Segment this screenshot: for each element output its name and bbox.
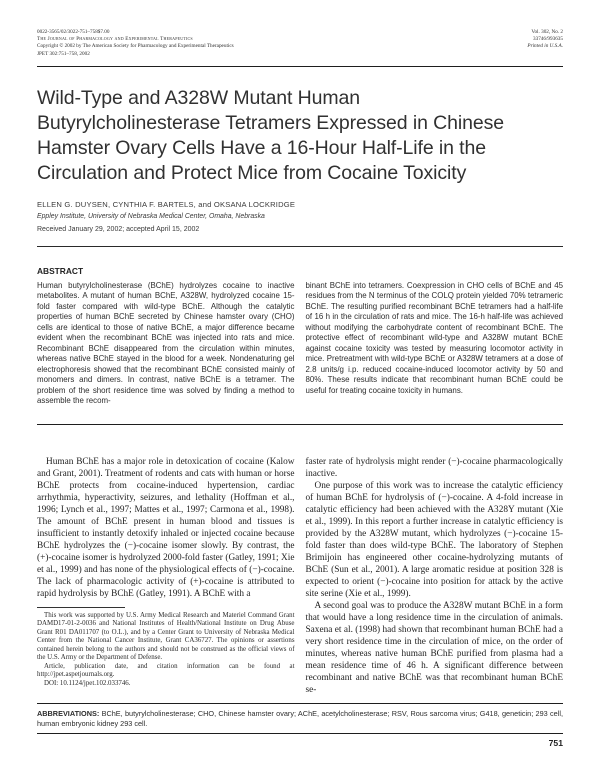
footnote-doi: DOI: 10.1124/jpet.102.033746. bbox=[44, 679, 131, 687]
abstract bbox=[37, 281, 563, 406]
abstract-column-right: binant BChE into tetramers. Coexpression in CHO cells of BChE and 45 residues from the N terminus of the COLQ protein yielded 70% tetrameric BChE. The resulting purified recombinant BChE tetramers had a half-life of 16 h in the circulation of rats and mice. The 16-h half-life was achieved without modifying the carbohydrate content of recombinant BChE. The protective effect of recombinant wild-type and A328W mutant BChE against cocaine toxicity was tested by measuring locomotor activity in mice. Pretreatment with wild-type BChE or A328W tetramers at a dose of 2.8 units/g i.p. reduced cocaine-induced locomotor activity by 50 and 80%. These results indicate that recombinant human BChE could be useful for treating cocaine toxicity in humans. bbox=[305, 281, 563, 395]
printed-in-line: Printed in U.S.A. bbox=[527, 43, 563, 50]
body-paragraph: A second goal was to produce the A328W mutant BChE in a form that would have a long residence time in the circulation of animals. Saxena et al. (1998) had shown that recombinant human BChE had a very short residence time in the circulation of mice, on the order of minutes, whereas native human BChE purified from plasma had a mean residence time of 46 h. A significant difference between recombinant and native BChE was that recombinant human BChE se- bbox=[305, 601, 563, 695]
masthead bbox=[37, 29, 563, 58]
article-title: Wild-Type and A328W Mutant Human Butyrylcholinesterase Tetramers Expressed in Chinese Hamster Ovary Cells Have a 16-Hour Half-Life in the Circulation and Protect Mice from Cocaine Toxicity bbox=[37, 87, 504, 184]
body-paragraph: Human BChE has a major role in detoxication of cocaine (Kalow and Grant, 2001). Treatment of rodents and cats with human or horse BChE protects from cocaine-induced hypertension, cardiac arrhythmia, hyperactivity, seizures, and lethality (Hoffman et al., 1996; Lynch et al., 1997; Mattes et al., 1997; Carmona et al., 1998). The amount of BChE present in human blood and tissues is insufficient to instantly detoxify inhaled or injected cocaine because BChE hydrolyzes the (−)-cocaine isomer slowly. By contrast, the (+)-cocaine isomer is hydrolyzed 2000-fold faster (Gatley, 1991; Xie et al., 1999) and has none of the physiological effects of (−)-cocaine. The lack of pharmacologic activity of (+)-cocaine is attributed to rapid hydrolysis by BChE (Gatley, 1991). A BChE with a bbox=[37, 457, 295, 599]
masthead-divider bbox=[37, 66, 563, 67]
abstract-divider bbox=[37, 424, 563, 425]
body-text bbox=[37, 456, 563, 696]
body-column-right bbox=[306, 456, 564, 696]
footnote-citation-info: Article, publication date, and citation information can be found at http://jpet.aspetjournals.org. bbox=[37, 662, 295, 679]
page-number: 751 bbox=[548, 737, 563, 748]
masthead-left bbox=[37, 29, 234, 58]
footnote-divider bbox=[37, 607, 125, 608]
abstract-heading: ABSTRACT bbox=[37, 266, 84, 276]
footnote-support: This work was supported by U.S. Army Medical Research and Materiel Command Grant DAMD17-01-2-0036 and National Institutes of Health/National Institute on Drug Abuse Grant R01 DA011707 (to O.L.), and by a Center Grant to University of Nebraska Medical Center from the National Cancer Institute, Grant CA36727. The opinions or assertions contained herein belong to the authors and should not be construed as the official views of the U.S. Army or the Department of Defense. bbox=[37, 612, 295, 662]
abbreviations-block bbox=[37, 703, 563, 729]
body-column-left bbox=[37, 456, 295, 696]
issn-line: 0022-3565/02/3022-751–758$7.00 bbox=[37, 29, 110, 35]
footnote-block bbox=[37, 607, 295, 688]
abbreviations-label: ABBREVIATIONS: bbox=[37, 709, 100, 718]
body-paragraph: One purpose of this work was to increase the catalytic efficiency of human BChE for hydrolysis of (−)-cocaine. A 4-fold increase in catalytic efficiency had been achieved with the A328Y mutant (Xie et al., 1999). In this report a further increase in catalytic efficiency is provided by the A328W mutant, which hydrolyzes (−)-cocaine 15-fold faster than does wild-type BChE. The laboratory of Stephen Brimijoin has engineered other cocaine-hydrolyzing mutants of BChE (Sun et al., 2001). A large aromatic residue at position 328 is expected to orient (−)-cocaine into position for attack by the active site serine (Xie et al., 1999). bbox=[305, 481, 563, 599]
affiliation-line: Eppley Institute, University of Nebraska Medical Center, Omaha, Nebraska bbox=[37, 213, 265, 220]
abbreviations-text: BChE, butyrylcholinesterase; CHO, Chinese hamster ovary; AChE, acetylcholinesterase; RSV, Rous sarcoma virus; G418, geneticin; 293 cell, human embryonic kidney 293 cell. bbox=[37, 709, 563, 728]
received-dates: Received January 29, 2002; accepted April 15, 2002 bbox=[37, 226, 200, 233]
article-number: 33746/993635 bbox=[533, 36, 563, 43]
authors-line: ELLEN G. DUYSEN, CYNTHIA F. BARTELS, and OKSANA LOCKRIDGE bbox=[37, 200, 296, 209]
copyright-line: Copyright © 2002 by The American Society for Pharmacology and Experimental Therapeutics bbox=[37, 43, 234, 50]
title-divider bbox=[37, 246, 563, 247]
volume-line: Vol. 302, No. 2 bbox=[531, 29, 563, 35]
body-paragraph: faster rate of hydrolysis might render (−)-cocaine pharmacologically inactive. bbox=[305, 457, 563, 479]
journal-name: The Journal of Pharmacology and Experimental Therapeutics bbox=[37, 36, 193, 43]
footer-divider bbox=[37, 733, 563, 734]
citation-line: JPET 302:751–758, 2002 bbox=[37, 50, 90, 57]
abstract-column-left: Human butyrylcholinesterase (BChE) hydrolyzes cocaine to inactive metabolites. A mutant of human BChE, A328W, hydrolyzed cocaine 15-fold faster compared with wild-type BChE. Although the catalytic properties of human BChE secreted by Chinese hamster ovary (CHO) cells are identical to those of native BChE, a major difference became evident when the recombinant BChE was injected into rats and mice. Recombinant BChE disappeared from the circulation within minutes, whereas native BChE stayed in the blood for a week. Nondenaturing gel electrophoresis showed that the recombinant BChE consisted mainly of monomers and dimers. In contrast, native BChE is a tetramer. The problem of the short residence time was solved by finding a method to assemble the recom- bbox=[37, 281, 295, 405]
masthead-right bbox=[527, 29, 563, 58]
page-footer bbox=[37, 703, 563, 748]
